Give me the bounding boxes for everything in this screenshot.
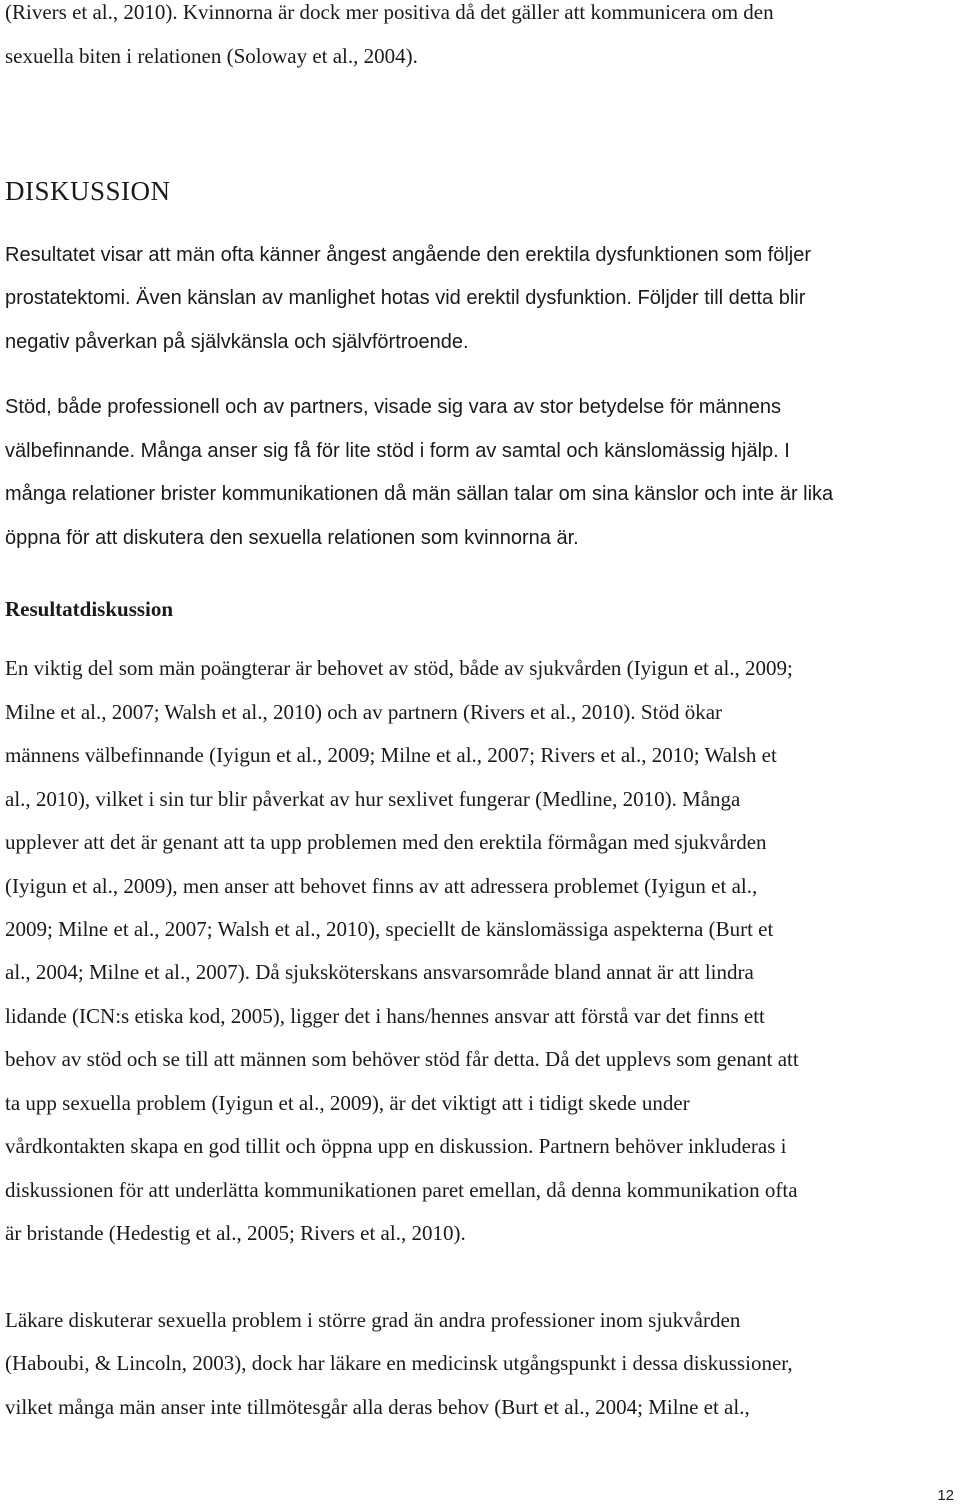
text-line: (Haboubi, & Lincoln, 2003), dock har läkare en medicinsk utgångspunkt i dessa diskussioner, — [5, 1351, 793, 1375]
text-line: prostatektomi. Även känslan av manlighet hotas vid erektil dysfunktion. Följder till detta blir — [5, 287, 806, 309]
text-line: många relationer brister kommunikationen då män sällan talar om sina känslor och inte är lika — [5, 483, 834, 505]
page-number: 12 — [937, 1487, 954, 1504]
text-line: ta upp sexuella problem (Iyigun et al., 2009), är det viktigt att i tidigt skede under — [5, 1091, 690, 1115]
text-line: (Rivers et al., 2010). Kvinnorna är dock mer positiva då det gäller att kommunicera om den — [5, 0, 774, 24]
text-line: öppna för att diskutera den sexuella relationen som kvinnorna är. — [5, 527, 579, 549]
text-line: sexuella biten i relationen (Soloway et al., 2004). — [5, 44, 418, 68]
text-line: vårdkontakten skapa en god tillit och öppna upp en diskussion. Partnern behöver inkluderas i — [5, 1134, 787, 1158]
text-line: vilket många män anser inte tillmötesgår alla deras behov (Burt et al., 2004; Milne et al., — [5, 1395, 750, 1419]
text-line: männens välbefinnande (Iyigun et al., 2009; Milne et al., 2007; Rivers et al., 2010; Walsh et — [5, 743, 777, 767]
text-line: Milne et al., 2007; Walsh et al., 2010) och av partnern (Rivers et al., 2010). Stöd ökar — [5, 700, 723, 724]
text-line: En viktig del som män poängterar är behovet av stöd, både av sjukvården (Iyigun et al., 2009; — [5, 656, 793, 680]
text-line: välbefinnande. Många anser sig få för lite stöd i form av samtal och känslomässig hjälp. I — [5, 440, 790, 462]
text-line: al., 2010), vilket i sin tur blir påverkat av hur sexlivet fungerar (Medline, 2010). Många — [5, 787, 741, 811]
text-line: behov av stöd och se till att männen som behöver stöd får detta. Då det upplevs som genant att — [5, 1047, 799, 1071]
text-line: (Iyigun et al., 2009), men anser att behovet finns av att adressera problemet (Iyigun et al., — [5, 874, 758, 898]
text-line: diskussionen för att underlätta kommunikationen paret emellan, då denna kommunikation ofta — [5, 1178, 798, 1202]
text-line: Läkare diskuterar sexuella problem i större grad än andra professioner inom sjukvården — [5, 1308, 741, 1332]
section-heading-diskussion: DISKUSSION — [5, 176, 171, 206]
section-heading-resultatdiskussion: Resultatdiskussion — [5, 597, 174, 621]
text-line: Resultatet visar att män ofta känner ångest angående den erektila dysfunktionen som följer — [5, 244, 812, 266]
text-line: 2009; Milne et al., 2007; Walsh et al., 2010), speciellt de känslomässiga aspekterna (Burt et — [5, 917, 774, 941]
text-line: upplever att det är genant att ta upp problemen med den erektila förmågan med sjukvården — [5, 830, 767, 854]
text-line: lidande (ICN:s etiska kod, 2005), ligger det i hans/hennes ansvar att förstå var det finns ett — [5, 1004, 765, 1028]
text-line: negativ påverkan på självkänsla och självförtroende. — [5, 331, 469, 353]
text-line: Stöd, både professionell och av partners, visade sig vara av stor betydelse för männens — [5, 396, 781, 418]
text-line: al., 2004; Milne et al., 2007). Då sjuksköterskans ansvarsområde bland annat är att lindra — [5, 960, 754, 984]
text-line: är bristande (Hedestig et al., 2005; Rivers et al., 2010). — [5, 1221, 466, 1245]
